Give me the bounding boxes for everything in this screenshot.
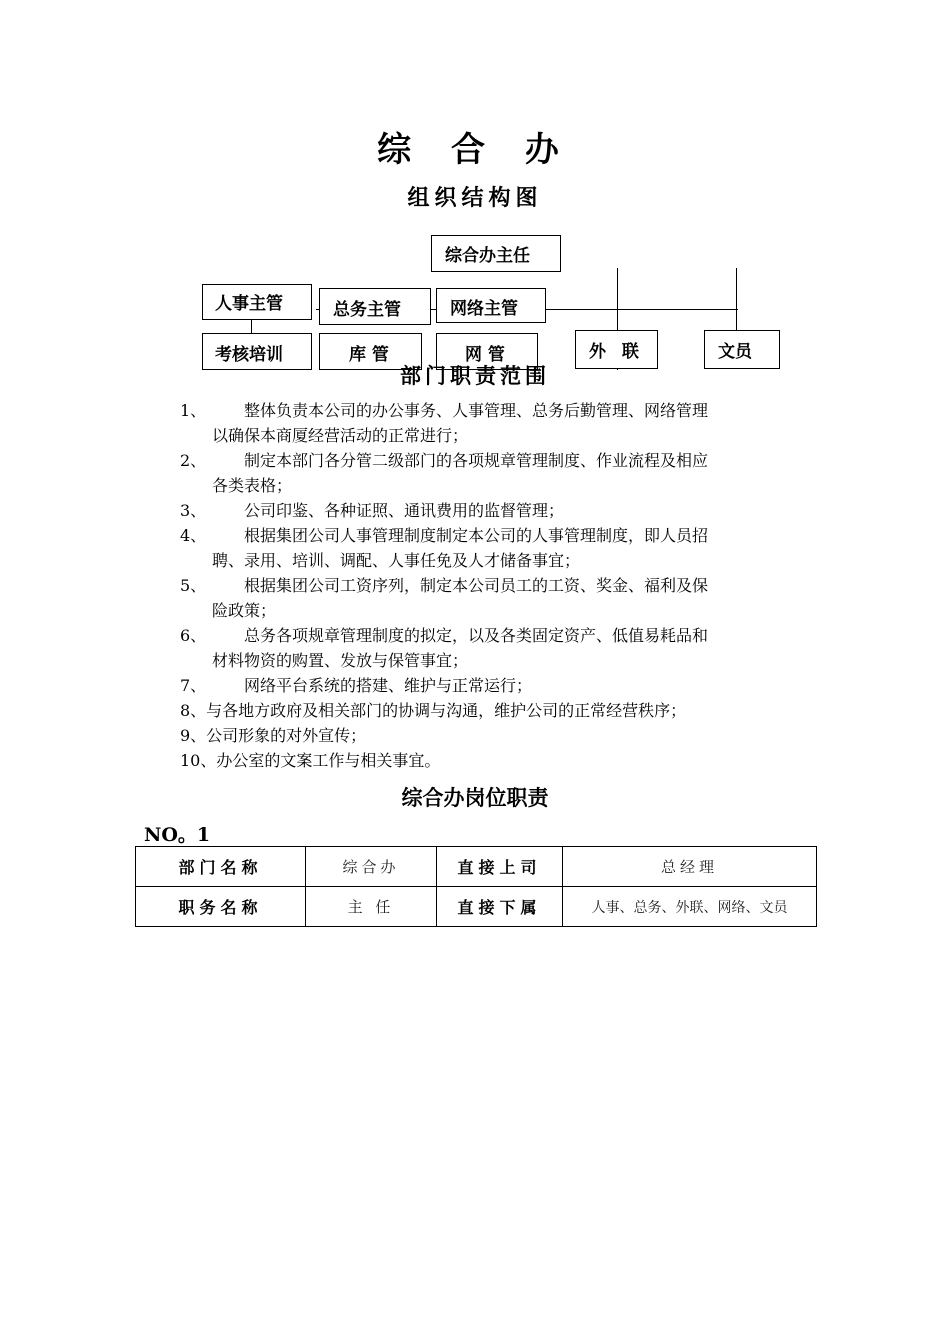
list-item: 6、 总务各项规章管理制度的拟定，以及各类固定资产、低值易耗品和 xyxy=(180,626,709,645)
position-number: NO。1 xyxy=(144,824,211,846)
list-item: 10、办公室的文案工作与相关事宜。 xyxy=(180,751,441,770)
org-node-network-admin: 网 管 xyxy=(436,333,538,370)
responsibilities-list xyxy=(180,398,810,773)
list-item: 4、 根据集团公司人事管理制度制定本公司的人事管理制度，即人员招 xyxy=(180,526,709,545)
list-item: 7、 网络平台系统的搭建、维护与正常运行； xyxy=(180,676,533,695)
list-item-continuation: 材料物资的购置、发放与保管事宜； xyxy=(212,651,469,670)
list-item: 1、 整体负责本公司的办公事务、人事管理、总务后勤管理、网络管理 xyxy=(180,401,709,420)
org-node-director: 综合办主任 xyxy=(431,235,561,272)
responsibilities-title: 部门职责范围 xyxy=(400,364,550,388)
list-item-continuation: 以确保本商厦经营活动的正常进行； xyxy=(212,426,469,445)
position-title: 综合办岗位职责 xyxy=(401,786,549,810)
position-info-table xyxy=(135,846,817,927)
list-item: 5、 根据集团公司工资序列，制定本公司员工的工资、奖金、福利及保 xyxy=(180,576,709,595)
org-node-hr-manager: 人事主管 xyxy=(202,284,312,320)
table-cell-superior-value: 总经理 xyxy=(563,847,817,887)
list-item-continuation: 聘、录用、培训、调配、人事任免及人才储备事宜； xyxy=(212,551,581,570)
connector-line xyxy=(736,268,737,338)
table-cell-title-value: 主 任 xyxy=(306,887,437,927)
org-chart-title: 组织结构图 xyxy=(407,186,543,211)
org-node-warehouse: 库 管 xyxy=(319,333,422,370)
list-item: 8、与各地方政府及相关部门的协调与沟通，维护公司的正常经营秩序； xyxy=(180,701,687,720)
connector-line xyxy=(251,320,252,334)
table-cell-subordinate-value: 人事、总务、外联、网络、文员 xyxy=(563,887,817,927)
table-cell-title-label: 职务名称 xyxy=(136,887,306,927)
table-cell-subordinate-label: 直接下属 xyxy=(437,887,563,927)
org-node-assessment-training: 考核培训 xyxy=(202,333,312,370)
table-cell-dept-label: 部门名称 xyxy=(136,847,306,887)
org-node-general-affairs-manager: 总务主管 xyxy=(319,288,431,325)
table-cell-superior-label: 直接上司 xyxy=(437,847,563,887)
table-row xyxy=(136,847,817,887)
org-node-clerk: 文员 xyxy=(704,330,780,369)
document-title: 综 合 办 xyxy=(377,130,573,170)
org-node-network-manager: 网络主管 xyxy=(436,288,546,323)
list-item: 9、公司形象的对外宣传； xyxy=(180,726,367,745)
list-item: 3、 公司印鉴、各种证照、通讯费用的监督管理； xyxy=(180,501,565,520)
list-item: 2、 制定本部门各分管二级部门的各项规章管理制度、作业流程及相应 xyxy=(180,451,709,470)
org-node-external-liaison: 外 联 xyxy=(575,330,658,369)
table-row xyxy=(136,887,817,927)
table-cell-dept-value: 综合办 xyxy=(306,847,437,887)
list-item-continuation: 险政策； xyxy=(212,601,277,620)
list-item-continuation: 各类表格； xyxy=(212,476,293,495)
